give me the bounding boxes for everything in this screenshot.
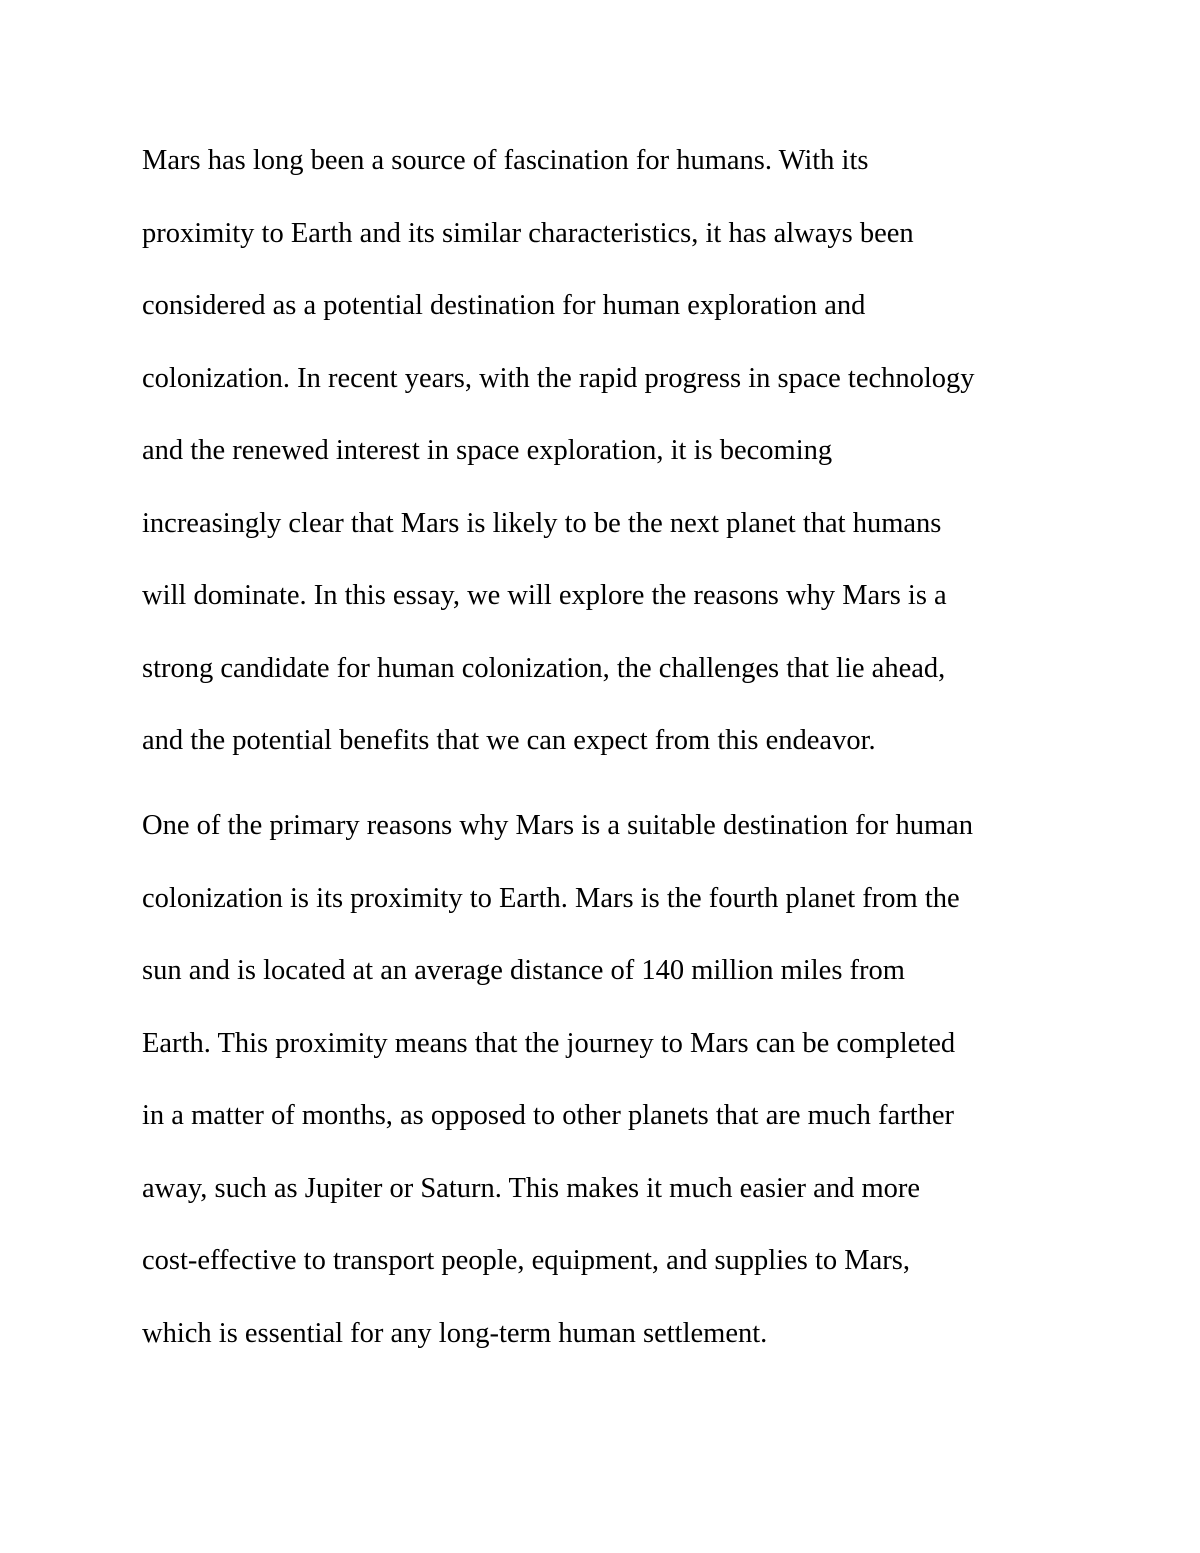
text-line: which is essential for any long-term human settlement. [142,1317,768,1349]
text-line: increasingly clear that Mars is likely to be the next planet that humans [142,507,942,539]
text-line: colonization is its proximity to Earth. Mars is the fourth planet from the [142,882,960,914]
text-line: cost-effective to transport people, equipment, and supplies to Mars, [142,1245,910,1276]
text-line: and the renewed interest in space exploration, it is becoming [142,435,833,466]
paragraph-proximity [142,806,1072,1386]
text-line: will dominate. In this essay, we will explore the reasons why Mars is a [142,580,947,611]
text-line: One of the primary reasons why Mars is a suitable destination for human [142,810,974,841]
paragraph-intro [142,141,1072,794]
text-line: considered as a potential destination for human exploration and [142,290,866,321]
text-line: away, such as Jupiter or Saturn. This makes it much easier and more [142,1172,921,1204]
text-line: and the potential benefits that we can expect from this endeavor. [142,725,876,756]
text-line: sun and is located at an average distance of 140 million miles from [142,955,905,986]
text-line: strong candidate for human colonization, the challenges that lie ahead, [142,652,946,684]
text-line: colonization. In recent years, with the rapid progress in space technology [142,362,975,394]
text-line: Earth. This proximity means that the journey to Mars can be completed [142,1027,956,1059]
text-line: Mars has long been a source of fascination for humans. With its [142,145,869,176]
text-line: proximity to Earth and its similar characteristics, it has always been [142,217,914,249]
text-line: in a matter of months, as opposed to other planets that are much farther [142,1100,954,1131]
